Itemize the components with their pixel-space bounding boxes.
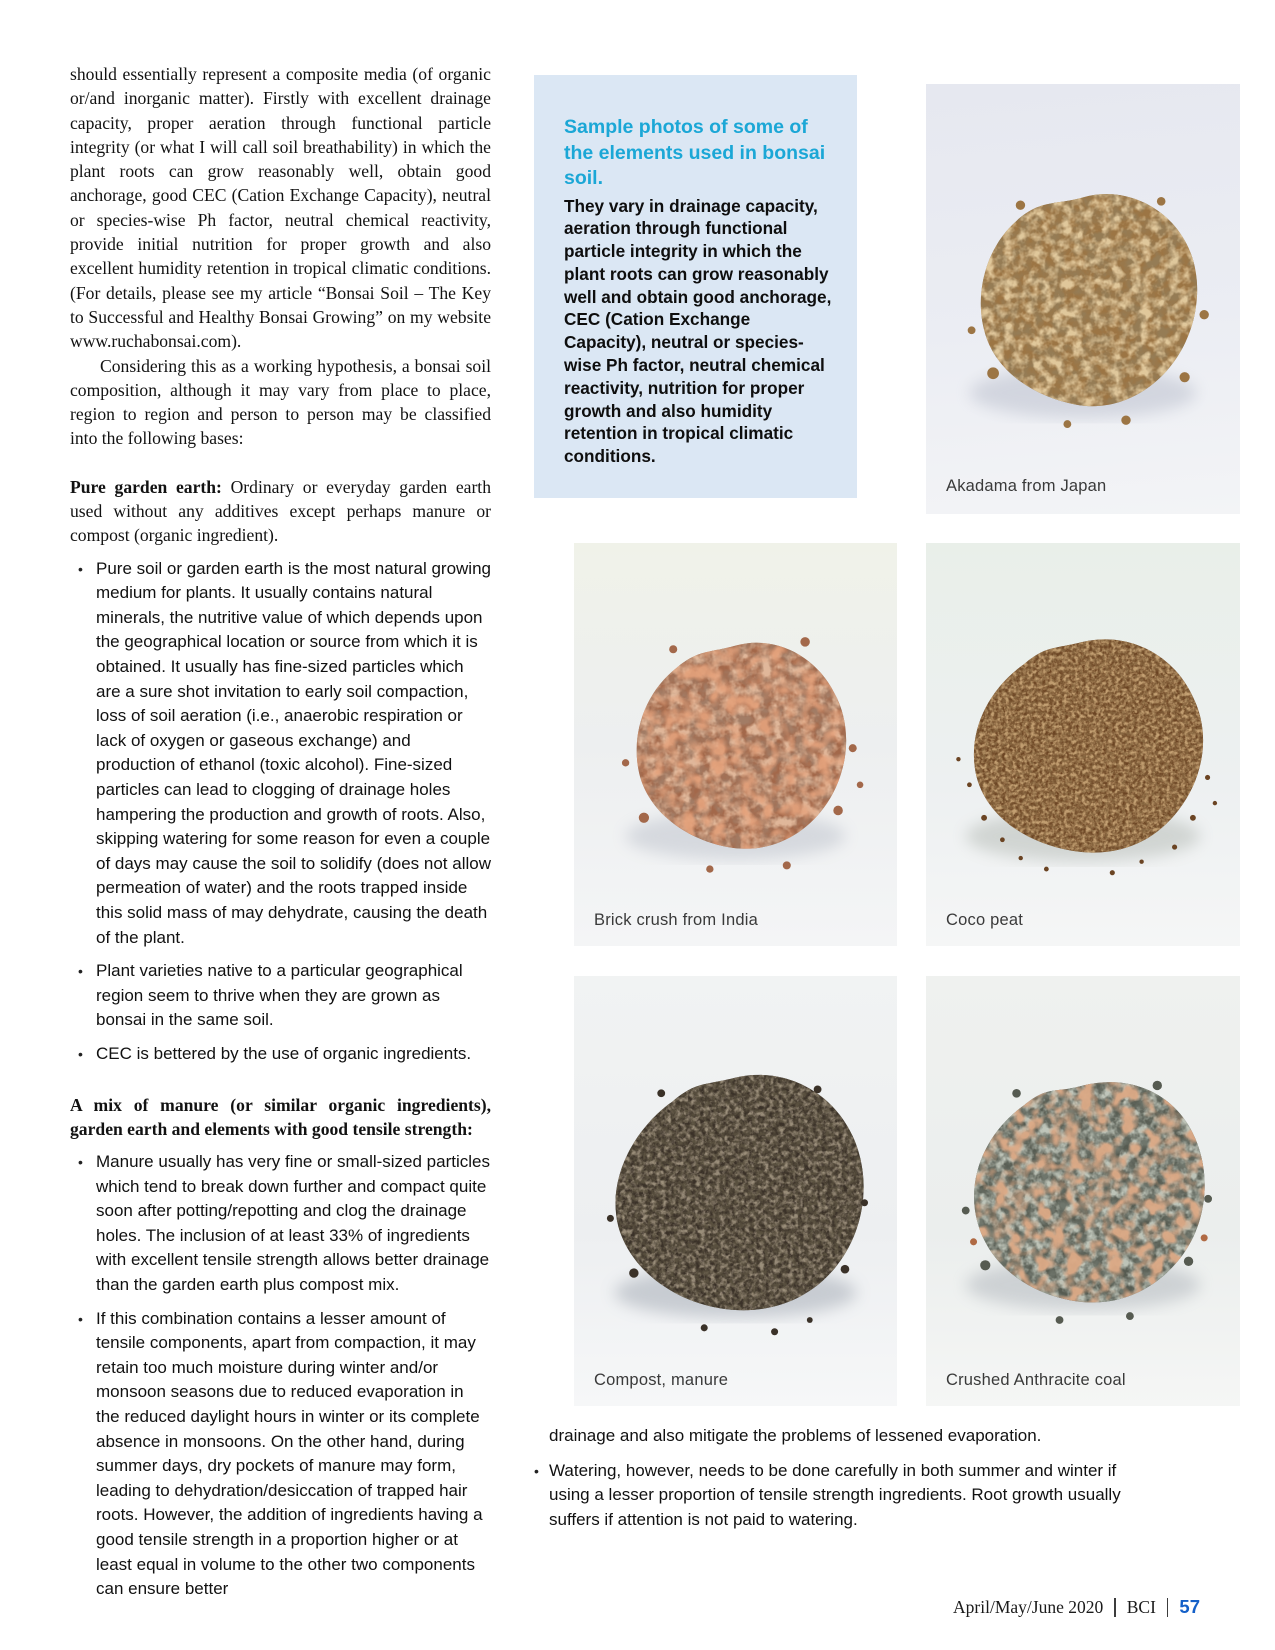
- list-item: • Pure soil or garden earth is the most natural growing medium for plants. It usually contains natural minerals, the nutritive value of which depends upon the geographical location or source from which it is obtained. It usually has fine-sized particles which are a sure shot invitation to early soil compaction, loss of soil aeration (i.e., anaerobic respiration or lack of oxygen or gaseous exchange) and production of ethanol (toxic alcohol). Fine-sized particles can lead to clogging of drainage holes hampering the production and growth of roots. Also, skipping watering for some reason for even a couple of days may cause the soil to solidify (does not allow permeation of water) and the roots trapped inside this solid mass of may dehydrate, causing the death of the plant.: [70, 557, 491, 951]
- section-pure-garden-earth: [70, 475, 491, 548]
- photo-akadama: [926, 84, 1240, 514]
- photo-caption: Crushed Anthracite coal: [946, 1371, 1126, 1389]
- list-item: • CEC is bettered by the use of organic ingredients.: [70, 1042, 491, 1067]
- compost-pile-image: [574, 976, 897, 1406]
- photo-caption: Brick crush from India: [594, 911, 758, 929]
- photo-caption: Coco peat: [946, 911, 1024, 929]
- footer-divider: [1167, 1598, 1169, 1617]
- list-item: • Manure usually has very fine or small-sized particles which tend to break down further and compact quite soon after potting/repotting and clog the drainage holes. The inclusion of at least 33% of ingredients with excellent tensile strength allows better drainage than the garden earth plus compost mix.: [70, 1150, 491, 1298]
- article-left-column: [70, 62, 491, 1602]
- bullet-list-mix: [70, 1150, 491, 1602]
- coco-peat-pile-image: [926, 543, 1240, 946]
- photo-compost-manure: [574, 976, 897, 1406]
- page-footer: [953, 1596, 1200, 1618]
- list-item: • If this combination contains a lesser amount of tensile components, apart from compaction, it may retain too much moisture during winter and/or monsoon seasons due to reduced evaporation in the reduced daylight hours in winter or its complete absence in monsoons. On the other hand, during summer days, dry pockets of manure may form, leading to dehydration/desiccation of trapped hair roots. However, the addition of ingredients having a good tensile strength in a proportion higher or at least equal in volume to the other two components can ensure better: [70, 1307, 491, 1602]
- photo-caption: Compost, manure: [594, 1371, 729, 1389]
- list-item: • Plant varieties native to a particular geographical region seem to thrive when they are grown as bonsai in the same soil.: [70, 959, 491, 1033]
- brick-crush-pile-image: [574, 543, 897, 946]
- bullet-list-pure-garden-earth: [70, 557, 491, 1067]
- infobox-title: Sample photos of some of the elements used in bonsai soil.: [564, 116, 826, 189]
- anthracite-pile-image: [926, 976, 1240, 1406]
- section-heading-rest: Ordinary or everyday garden earth used without any additives except perhaps manure or compost (organic ingredient).: [70, 476, 491, 546]
- continuation-paragraph: drainage and also mitigate the problems of lessened evaporation.: [549, 1426, 1042, 1445]
- sample-photos-infobox: [534, 75, 857, 498]
- section-mix-heading: A mix of manure (or similar organic ingredients), garden earth and elements with good tensile strength:: [70, 1094, 491, 1139]
- photo-coco-peat: [926, 543, 1240, 946]
- article-continuation-column: [534, 1424, 1126, 1532]
- footer-divider: [1114, 1598, 1116, 1617]
- infobox-body: They vary in drainage capacity, aeration through functional particle integrity in which the plant roots can grow reasonably well and obtain good anchorage, CEC (Cation Exchange Capacity), neutral or species-wise Ph factor, neutral chemical reactivity, nutrition for proper growth and also humidity retention in tropical climatic conditions.: [564, 195, 832, 467]
- footer-brand: BCI: [1126, 1596, 1156, 1617]
- akadama-soil-pile-image: [926, 84, 1240, 514]
- article-paragraph-2: Considering this as a working hypothesis, a bonsai soil composition, although it may vary from place to place, region to region and person to person may be classified into the following bases:: [70, 355, 491, 449]
- photo-brick-crush: [574, 543, 897, 946]
- page-number: 57: [1179, 1596, 1200, 1617]
- photo-crushed-anthracite-coal: [926, 976, 1240, 1406]
- photo-caption: Akadama from Japan: [946, 477, 1107, 495]
- list-item: • Watering, however, needs to be done carefully in both summer and winter if using a lesser proportion of tensile strength ingredients. Root growth usually suffers if attention is not paid to watering.: [534, 1459, 1126, 1533]
- footer-issue-date: April/May/June 2020: [953, 1596, 1104, 1617]
- article-paragraph-1: should essentially represent a composite media (of organic or/and inorganic matter). Firstly with excellent drainage capacity, proper aeration through functional particle integrity (or what I will call soil breathability) in which the plant roots can grow reasonably well, obtain good anchorage, good CEC (Cation Exchange Capacity), neutral or species-wise Ph factor, neutral chemical reactivity, provide initial nutrition for proper growth and also excellent humidity retention in tropical climatic conditions. (For details, please see my article “Bonsai Soil – The Key to Successful and Healthy Bonsai Growing” on my website www.ruchabonsai.com).: [70, 64, 491, 352]
- section-heading-bold: Pure garden earth:: [70, 476, 222, 497]
